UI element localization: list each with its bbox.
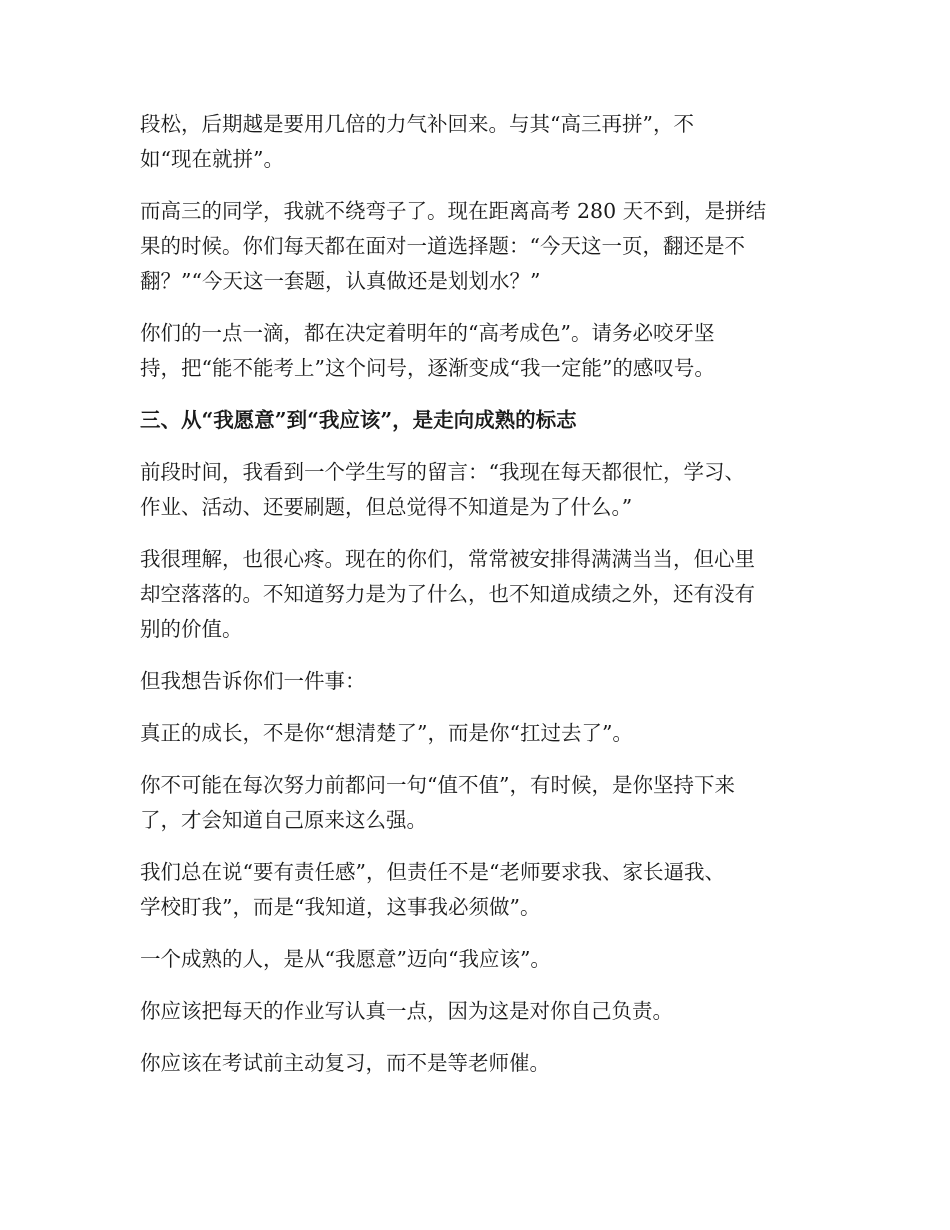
paragraph [140, 716, 800, 751]
paragraph [140, 455, 800, 525]
text-line: 但我想告诉你们一件事： [140, 669, 366, 693]
text-line: 别的价值。 [140, 617, 243, 641]
paragraph [140, 194, 800, 299]
paragraph [140, 768, 800, 838]
paragraph [140, 316, 800, 386]
text-line: 持，把“能不能考上”这个问号，逐渐变成“我一定能”的感叹号。 [140, 356, 715, 380]
document-body [140, 107, 800, 1098]
paragraph [140, 855, 800, 925]
paragraph [140, 107, 800, 177]
paragraph [140, 994, 800, 1029]
text-line: 却空落落的。不知道努力是为了什么，也不知道成绩之外，还有没有 [140, 582, 755, 606]
text-line: 你不可能在每次努力前都问一句“值不值”，有时候，是你坚持下来 [140, 773, 735, 797]
text-line: 我很理解，也很心疼。现在的你们，常常被安排得满满当当，但心里 [140, 547, 755, 571]
text-line: 你应该在考试前主动复习，而不是等老师催。 [140, 1051, 550, 1075]
text-line: 作业、活动、还要刷题，但总觉得不知道是为了什么。” [140, 495, 633, 519]
section-heading: 三、从“我愿意”到“我应该”，是走向成熟的标志 [140, 408, 577, 432]
text-line: 而高三的同学，我就不绕弯子了。现在距离高考 280 天不到，是拼结 [140, 199, 767, 223]
paragraph [140, 942, 800, 977]
text-line: 如“现在就拼”。 [140, 147, 284, 171]
text-line: 翻？”“今天这一套题，认真做还是划划水？” [140, 269, 541, 293]
text-line: 真正的成长，不是你“想清楚了”，而是你“扛过去了”。 [140, 721, 633, 745]
text-line: 前段时间，我看到一个学生写的留言：“我现在每天都很忙，学习、 [140, 460, 745, 484]
paragraph [140, 664, 800, 699]
text-line: 果的时候。你们每天都在面对一道选择题：“今天这一页，翻还是不 [140, 234, 745, 258]
text-line: 你们的一点一滴，都在决定着明年的“高考成色”。请务必咬牙坚 [140, 321, 715, 345]
text-line: 学校盯我”，而是“我知道，这事我必须做”。 [140, 895, 541, 919]
text-line: 你应该把每天的作业写认真一点，因为这是对你自己负责。 [140, 999, 673, 1023]
text-line: 我们总在说“要有责任感”，但责任不是“老师要求我、家长逼我、 [140, 860, 725, 884]
text-line: 了，才会知道自己原来这么强。 [140, 808, 427, 832]
text-line: 段松，后期越是要用几倍的力气补回来。与其“高三再拼”，不 [140, 112, 694, 136]
text-line: 一个成熟的人，是从“我愿意”迈向“我应该”。 [140, 947, 551, 971]
paragraph [140, 542, 800, 647]
paragraph [140, 1046, 800, 1081]
